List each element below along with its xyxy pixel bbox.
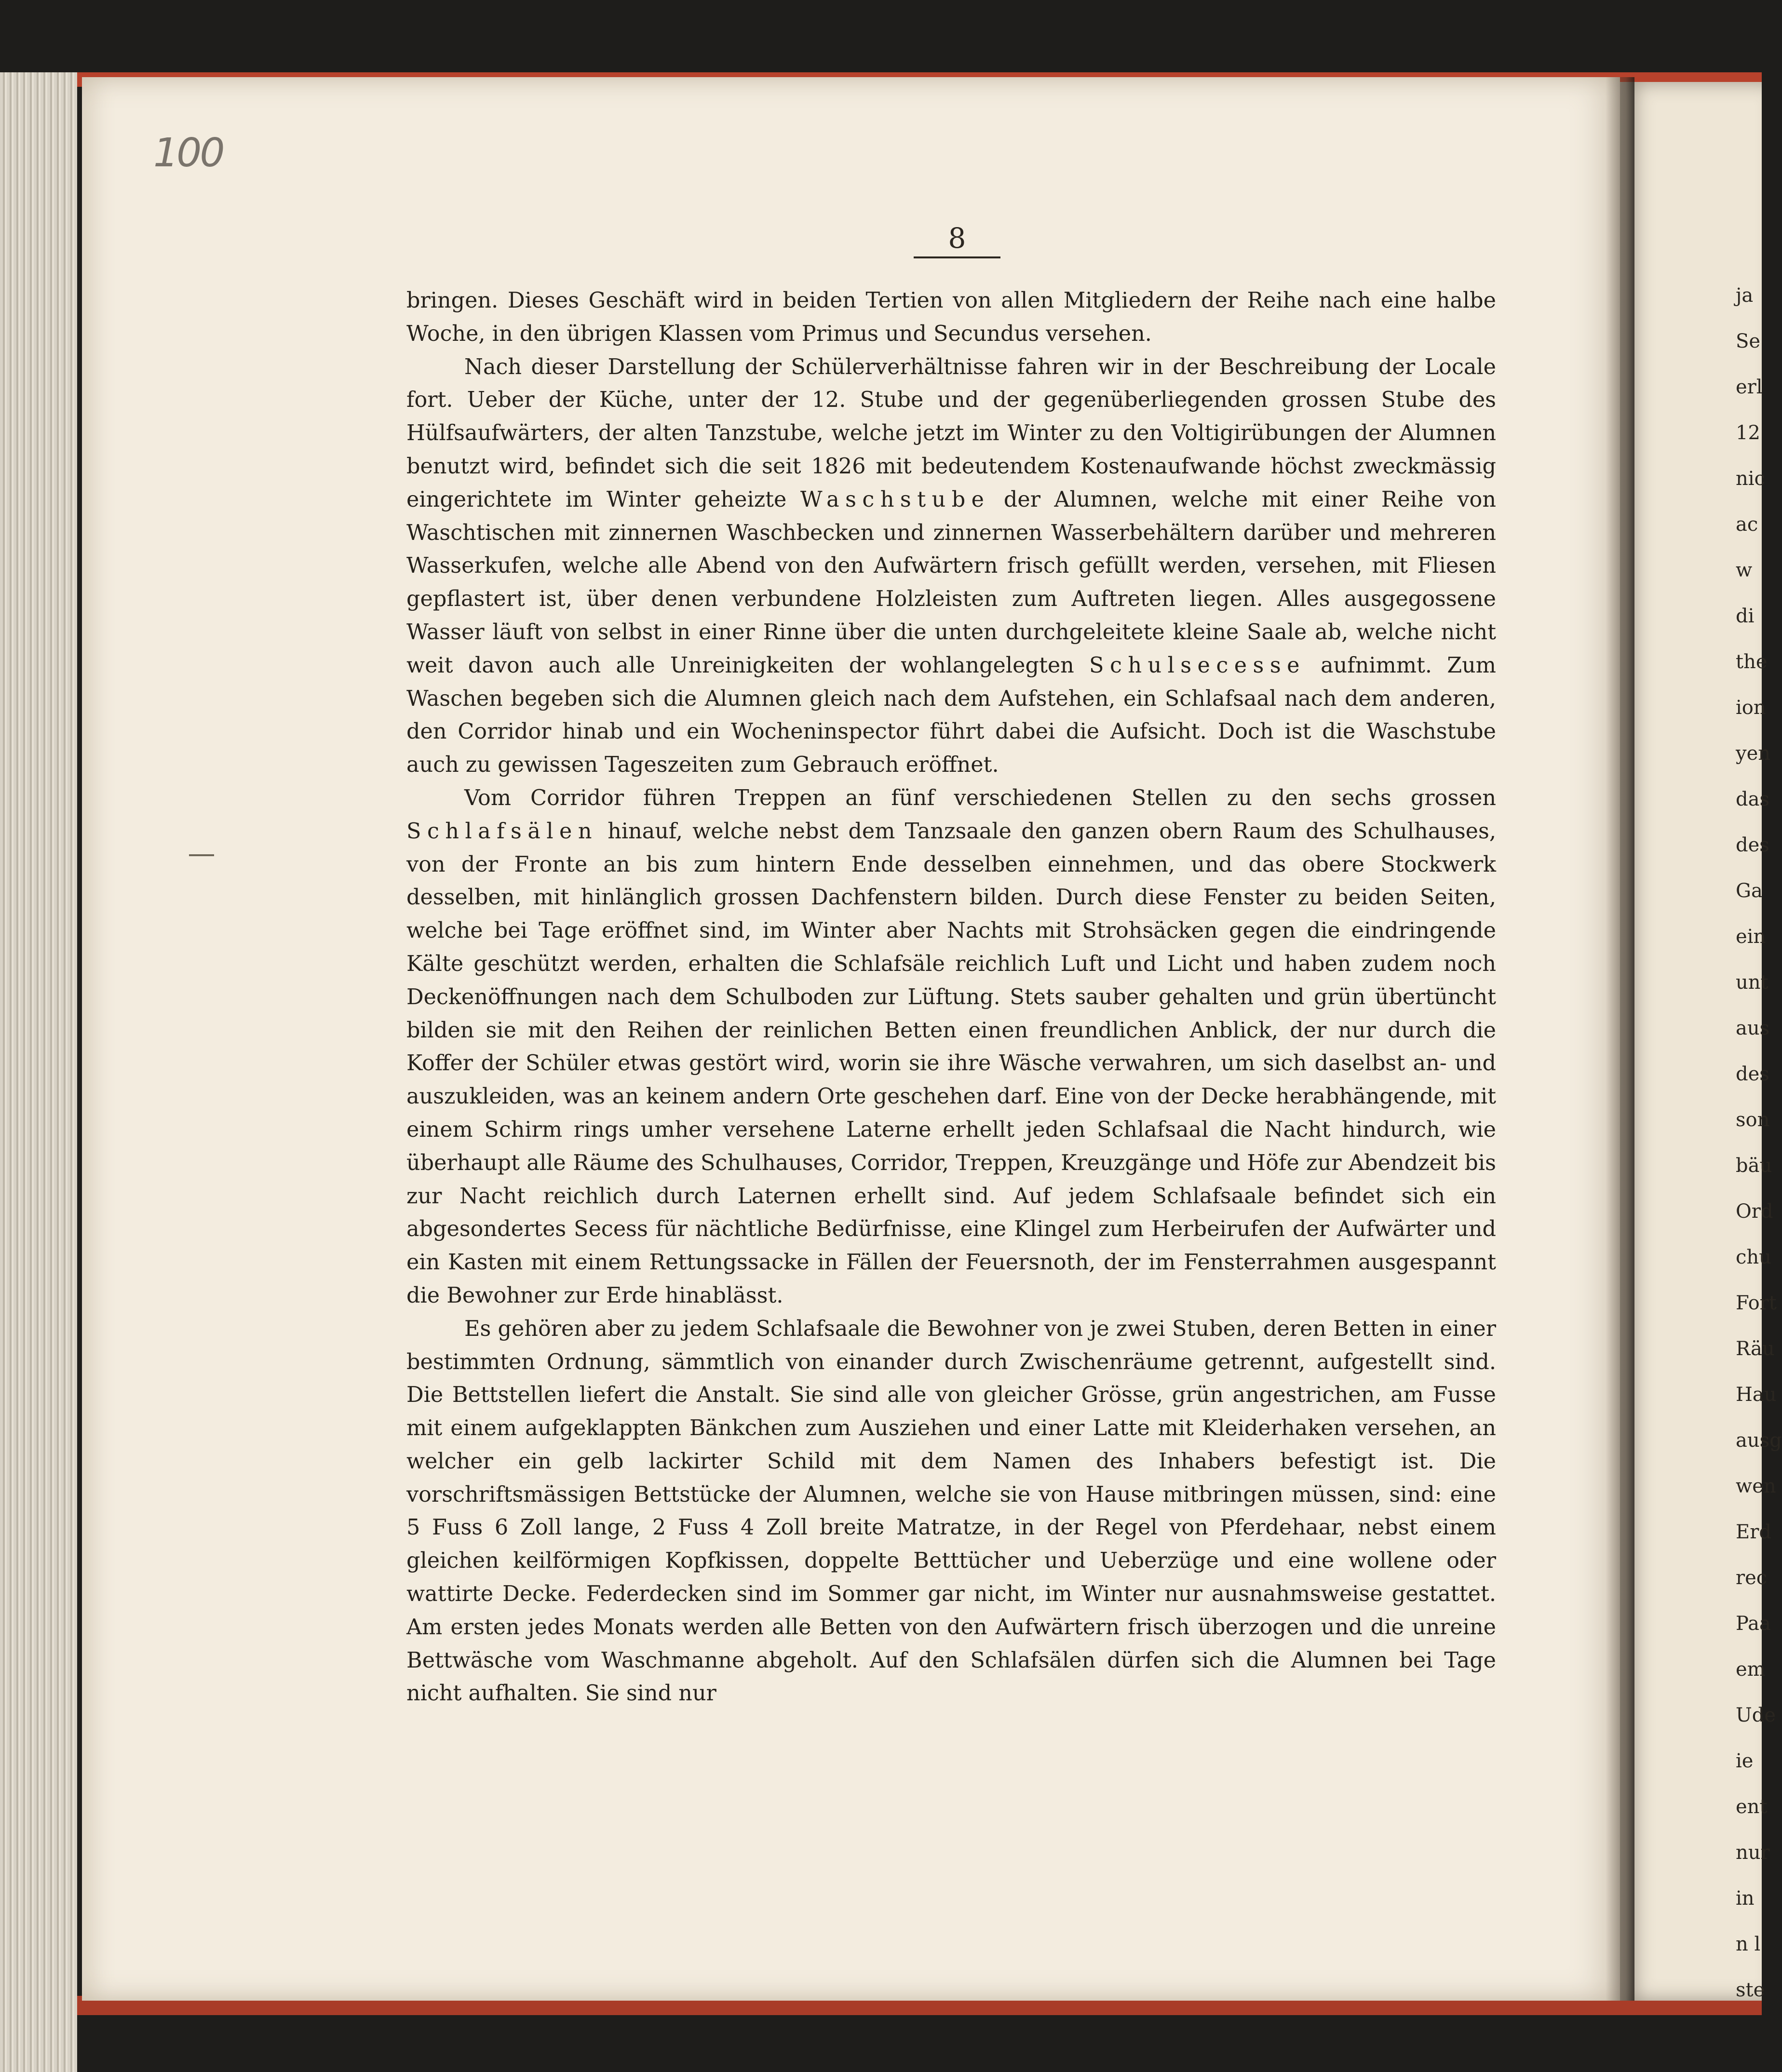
facing-page-fragment: nic <box>1736 468 1765 490</box>
facing-page-fragment: Ude <box>1736 1704 1776 1726</box>
facing-page-fragment: nur <box>1736 1842 1770 1864</box>
facing-page-fragment: das <box>1736 788 1769 810</box>
facing-page-fragment: chu <box>1736 1246 1771 1268</box>
facing-page-fragment: Ord <box>1736 1200 1773 1223</box>
facing-page-fragment: em <box>1736 1658 1766 1681</box>
body-text <box>406 284 1496 1710</box>
facing-page-fragment: aus <box>1736 1017 1770 1039</box>
page-number-rule <box>914 256 1000 258</box>
facing-page-edge <box>1620 82 1782 2001</box>
text-run: aufnimmt. Zum Waschen begeben sich die Alumnen gleich nach dem Aufstehen, ein Schlafsaal nach dem anderen, den Corridor hinab und ein Wocheninspector führt dabei die Aufsicht. Doch ist die Waschstube auch zu gewissen Tageszeiten zum Gebrauch eröffnet. <box>406 653 1496 778</box>
page-number: 8 <box>948 222 966 255</box>
facing-page-fragment: ion <box>1736 697 1766 719</box>
paragraph <box>406 351 1496 782</box>
facing-page-fragment: the <box>1736 651 1768 673</box>
facing-page-fragment: ie <box>1736 1750 1754 1772</box>
facing-page-fragment: n l <box>1736 1933 1761 1955</box>
facing-page-fragment: Ga <box>1736 880 1763 902</box>
facing-page-fragment: erl <box>1736 376 1763 398</box>
facing-page-fragment: Erd <box>1736 1521 1771 1543</box>
text-run: Es gehören aber zu jedem Schlafsaale die Bewohner von je zwei Stuben, deren Betten in einer bestimmten Ordnung, sämmtlich von einander durch Zwischenräume getrennt, aufgestellt sind. Die Bettstellen liefert die Anstalt. Sie sind alle von gleicher Grösse, grün angestrichen, am Fusse mit einem aufgeklappten Bänkchen zum Ausziehen und einer Latte mit Kleiderhaken versehen, an welcher ein gelb lackirter Schild mit dem Namen des Inhabers befestigt ist. Die vorschriftsmässigen Bettstücke der Alumnen, welche sie von Hause mitbringen müssen, sind: eine 5 Fuss 6 Zoll lange, 2 Fuss 4 Zoll breite Matratze, in der Regel von Pferdehaar, nebst einem gleichen keilförmigen Kopfkissen, doppelte Betttücher und Ueberzüge und eine wollene oder wattirte Decke. Federdecken sind im Sommer gar nicht, im Winter nur ausnahmsweise gestattet. Am ersten jedes Monats werden alle Betten von den Aufwärtern frisch überzogen und die unreine Bettwäsche vom Waschmanne abgeholt. Auf den Schlafsälen dürfen sich die Alumnen bei Tage nicht aufhalten. Sie sind nur <box>406 1316 1496 1706</box>
facing-page-fragment: Paa <box>1736 1613 1771 1635</box>
facing-page-fragment: di <box>1736 605 1755 627</box>
facing-page-fragment: wen <box>1736 1475 1776 1497</box>
spaced-term: Waschstube <box>800 487 990 512</box>
text-run: Vom Corridor führen Treppen an fünf verschiedenen Stellen zu den sechs grossen <box>464 785 1496 810</box>
facing-page-fragment: ac <box>1736 513 1758 536</box>
pencil-folio-number: 100 <box>153 130 223 176</box>
facing-page-fragment: 12 <box>1736 422 1760 444</box>
spaced-term: Schulsecesse <box>1089 653 1306 678</box>
text-run: Nach dieser Darstellung der Schülerverhältnisse fahren wir in der Beschreibung der Locale fort. Ueber der Küche, unter der 12. Stube und der gegenüberliegenden grossen Stube des Hülfsaufwärters, der alten Tanzstube, welche jetzt im Winter zu den Voltigirübungen der Alumnen benutzt wird, befindet sich die seit 1826 mit bedeutendem Kostenaufwande höchst zweckmässig eingerichtete im Winter geheizte <box>406 354 1496 512</box>
spaced-term: Schlafsälen <box>406 819 598 844</box>
facing-page-fragment: des <box>1736 1063 1769 1085</box>
facing-page-fragment: unt <box>1736 971 1768 994</box>
facing-page-fragment: bäu <box>1736 1155 1772 1177</box>
facing-page-fragment: son <box>1736 1109 1770 1131</box>
facing-page-fragment: ja <box>1736 284 1754 307</box>
facing-page-fragment: Se <box>1736 330 1761 352</box>
facing-page-fragment: des <box>1736 834 1769 856</box>
facing-page-fragment: w <box>1736 559 1753 581</box>
facing-page-fragment: yen <box>1736 742 1771 765</box>
facing-page-fragment: ste <box>1736 1979 1765 2001</box>
text-run: der Alumnen, welche mit einer Reihe von Waschtischen mit zinnernen Waschbecken und zinnernen Wasserbehältern darüber und mehreren Wasserkufen, welche alle Abend von den Aufwärtern frisch gefüllt werden, versehen, mit Fliesen gepflastert ist, über denen verbundene Holzleisten zum Auftreten liegen. Alles ausgegossene Wasser läuft von selbst in einer Rinne über die unten durchgeleitete kleine Saale ab, welche nicht weit davon auch alle Unreinigkeiten der wohlangelegten <box>406 487 1497 678</box>
facing-page-fragment: Hau <box>1736 1384 1777 1406</box>
paragraph <box>406 1313 1496 1711</box>
facing-page-fragment: ent <box>1736 1796 1768 1818</box>
text-run: hinauf, welche nebst dem Tanzsaale den ganzen obern Raum des Schulhauses, von der Fronte an bis zum hintern Ende desselben einnehmen, und das obere Stockwerk desselben, mit hinlänglich grossen Dachfenstern bilden. Durch diese Fenster zu beiden Seiten, welche bei Tage eröffnet sind, im Winter aber Nachts mit Strohsäcken gegen die eindringende Kälte geschützt werden, erhalten die Schlafsäle reichlich Luft und Licht und haben zudem noch Deckenöffnungen nach dem Schulboden zur Lüftung. Stets sauber gehalten und grün übertüncht bilden sie mit den Reihen der reinlichen Betten einen freundlichen Anblick, der nur durch die Koffer der Schüler etwas gestört wird, worin sie ihre Wäsche verwahren, um sich daselbst an- und auszukleiden, was an keinem andern Orte geschehen darf. Eine von der Decke herabhängende, mit einem Schirm rings umher versehene Laterne erhellt jeden Schlafsaal die Nacht hindurch, wie überhaupt alle Räume des Schulhauses, Corridor, Treppen, Kreuzgänge und Höfe zur Abendzeit bis zur Nacht reichlich durch Laternen erhellt sind. Auf jedem Schlafsaale befindet sich ein abgesondertes Secess für nächtliche Bedürfnisse, eine Klingel zum Herbeirufen der Aufwärter und ein Kasten mit einem Rettungssacke in Fällen der Feuersnoth, der im Fensterrahmen ausgespannt die Bewohner zur Erde hinablässt. <box>406 819 1496 1308</box>
facing-page-fragment: rec <box>1736 1567 1768 1589</box>
facing-page-fragment: ausg <box>1736 1429 1782 1452</box>
page-block-edges <box>0 72 77 2072</box>
facing-page-fragment: ein <box>1736 926 1766 948</box>
facing-page-fragment: Räu <box>1736 1338 1775 1360</box>
paragraph <box>406 782 1496 1313</box>
gutter-shadow <box>1606 77 1634 2001</box>
facing-page-fragment: in <box>1736 1887 1755 1910</box>
margin-mark <box>189 854 214 856</box>
facing-page-fragment: Fort <box>1736 1292 1777 1314</box>
text-run: bringen. Dieses Geschäft wird in beiden Tertien von allen Mitgliedern der Reihe nach eine halbe Woche, in den übrigen Klassen vom Primus und Secundus versehen. <box>406 288 1496 346</box>
paragraph <box>406 284 1496 351</box>
